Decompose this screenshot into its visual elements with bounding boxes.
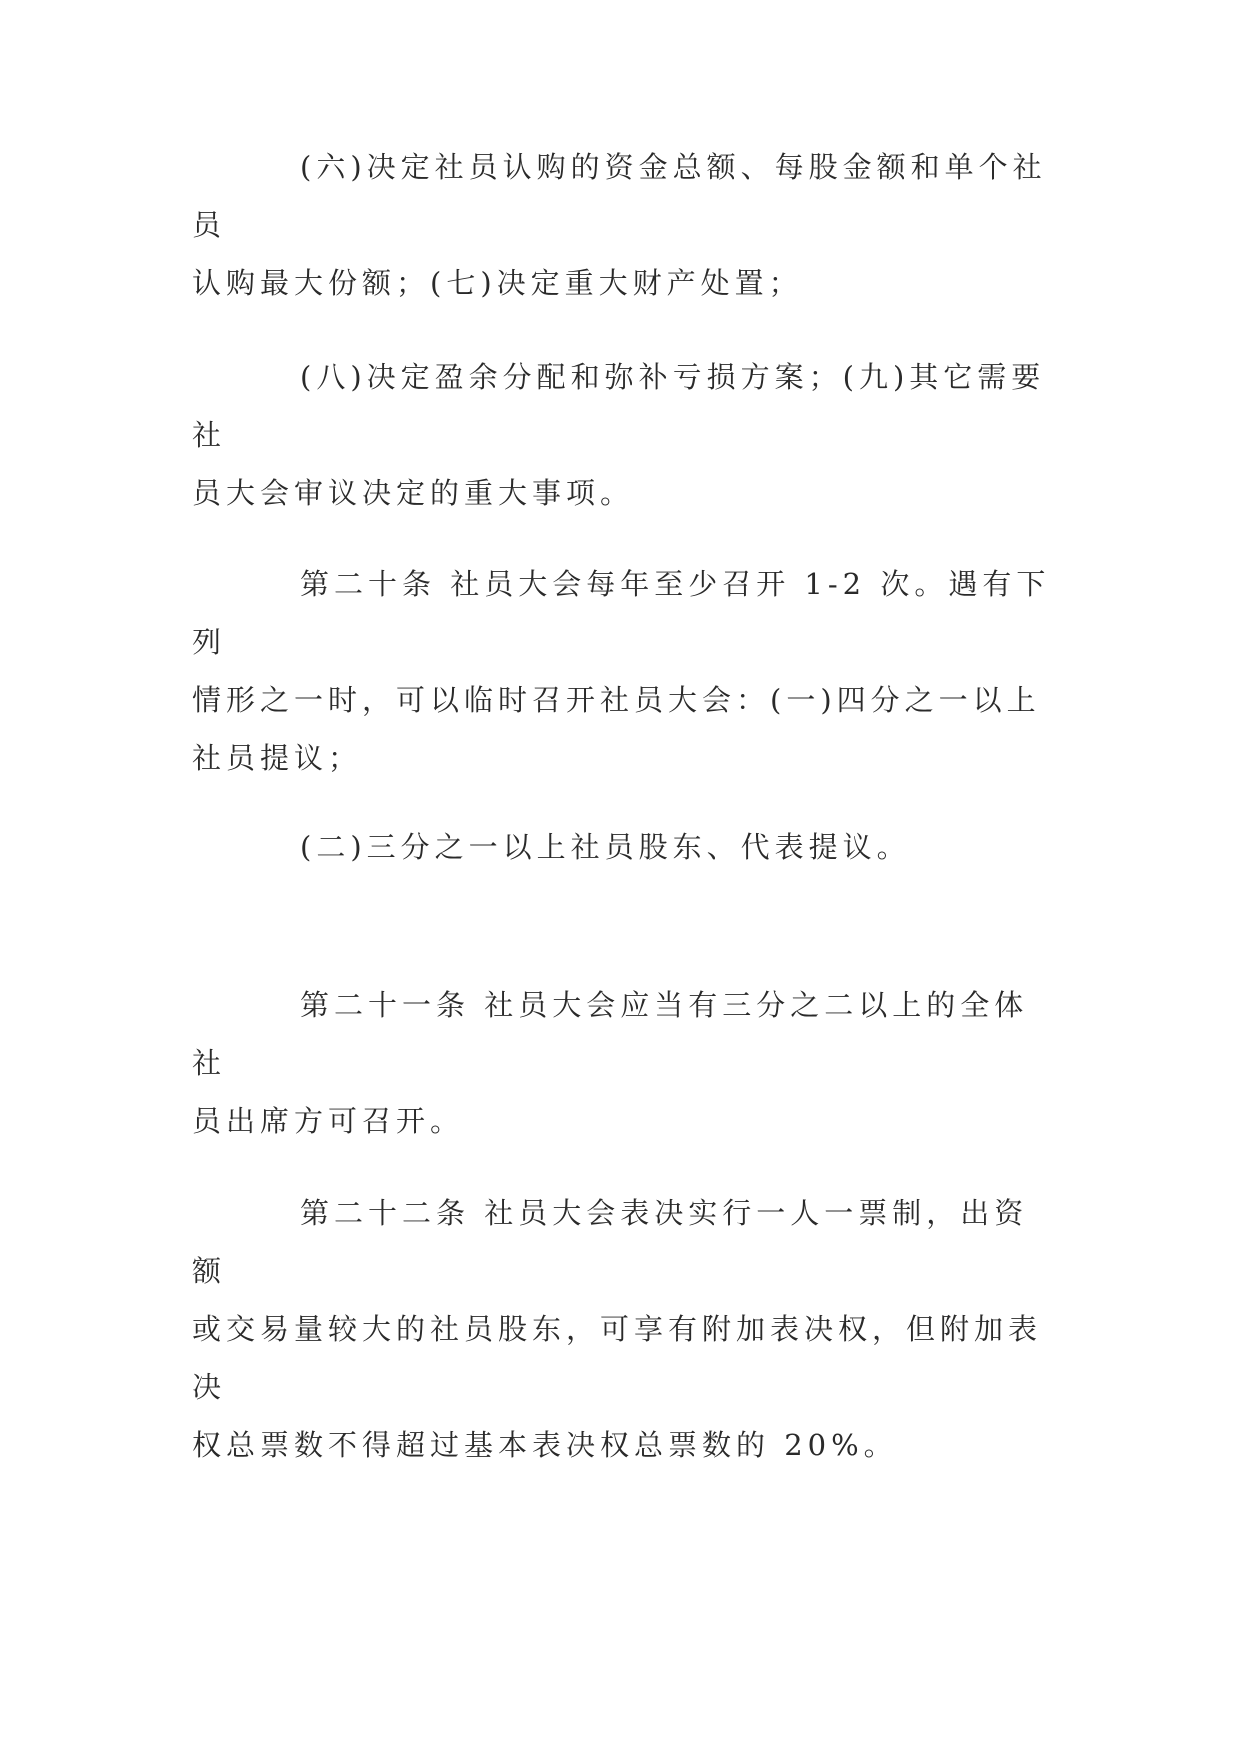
paragraph-article-20-item-2 <box>192 818 1054 876</box>
paragraph-line: 第二十一条 社员大会应当有三分之二以上的全体社 <box>192 988 1029 1080</box>
paragraph-article-20 <box>192 555 1054 787</box>
paragraph-line: 权总票数不得超过基本表决权总票数的 20%。 <box>192 1428 898 1462</box>
paragraph-line: 员大会审议决定的重大事项。 <box>192 476 635 510</box>
paragraph-article-items-8-9 <box>192 348 1054 522</box>
paragraph-line: 第二十条 社员大会每年至少召开 1-2 次。遇有下列 <box>192 567 1051 659</box>
paragraph-line: 员出席方可召开。 <box>192 1104 465 1138</box>
paragraph-line: 或交易量较大的社员股东，可享有附加表决权，但附加表决 <box>192 1312 1043 1404</box>
paragraph-article-items-6-7 <box>192 138 1054 312</box>
paragraph-article-22 <box>192 1184 1054 1474</box>
paragraph-line: 社员提议； <box>192 741 363 775</box>
paragraph-article-21 <box>192 976 1054 1150</box>
paragraph-line: (二)三分之一以上社员股东、代表提议。 <box>300 830 911 864</box>
paragraph-line: 第二十二条 社员大会表决实行一人一票制，出资额 <box>192 1196 1029 1288</box>
paragraph-line: (六)决定社员认购的资金总额、每股金额和单个社员 <box>192 150 1047 242</box>
paragraph-line: (八)决定盈余分配和弥补亏损方案；(九)其它需要社 <box>192 360 1046 452</box>
paragraph-line: 情形之一时，可以临时召开社员大会：(一)四分之一以上 <box>192 683 1041 717</box>
paragraph-line: 认购最大份额；(七)决定重大财产处置； <box>192 266 803 300</box>
